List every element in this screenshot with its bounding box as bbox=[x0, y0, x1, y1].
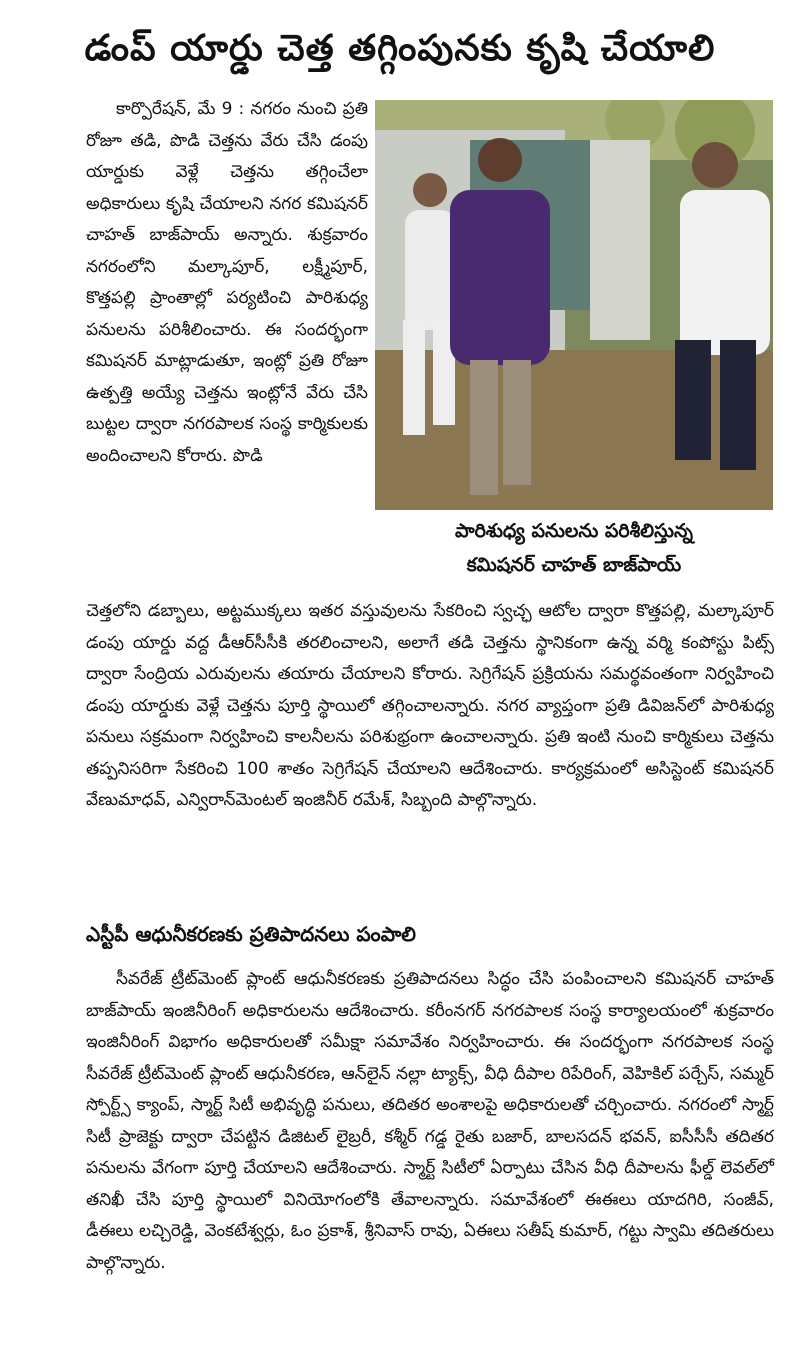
subheading: ఎస్టీపీ ఆధునీకరణకు ప్రతిపాదనలు పంపాలి bbox=[86, 922, 416, 946]
dateline: కార్పొరేషన్, మే 9 : bbox=[116, 99, 245, 119]
lead-text: నగరం నుంచి ప్రతి రోజూ తడి, పొడి చెత్తను వేరు చేసి డంపు యార్డుకు వెళ్లే చెత్తను తగ్గించేలా అధికారులు కృషి చేయాలని నగర కమిషనర్ చాహత్ బాజ్‌పాయ్ అన్నారు. శుక్రవారం నగరంలోని మల్కాపూర్, లక్ష్మీపూర్, కొత్తపల్లి ప్రాంతాల్లో పర్యటించి పారిశుధ్య పనులను పరిశీలించారు. ఈ సందర్భంగా కమిషనర్ మాట్లాడుతూ, ఇంట్లో ప్రతి రోజూ ఉత్పత్తి అయ్యే చెత్తను ఇంట్లోనే వేరు చేసి బుట్టల ద్వారా నగరపాలక సంస్థ కార్మికులకు అందించాలని కోరారు. పొడి bbox=[86, 99, 369, 466]
caption-line-1: పారిశుధ్య పనులను పరిశీలిస్తున్న bbox=[455, 520, 693, 542]
photo-icon bbox=[375, 100, 773, 510]
photo-caption bbox=[375, 514, 773, 582]
second-story-paragraph: సీవరేజ్ ట్రీట్‌మెంట్ ప్లాంట్ ఆధునీకరణకు ప్రతిపాదనలు సిద్ధం చేసి పంపించాలని కమిషనర్ చాహత్ బాజ్‌పాయ్ ఇంజినీరింగ్ అధికారులను ఆదేశించారు. కరీంనగర్ నగరపాలక సంస్థ కార్యాలయంలో శుక్రవారం ఇంజినీరింగ్ విభాగం అధికారులతో సమీక్షా సమావేశం నిర్వహించారు. ఈ సందర్భంగా నగరపాలక సంస్థ సీవరేజ్ ట్రీట్‌మెంట్ ప్లాంట్ ఆధునీకరణ, ఆన్‌లైన్ నల్లా ట్యాక్స్, వీధి దీపాల రిపేరింగ్, వెహికిల్ పర్చేస్, సమ్మర్ స్పోర్ట్స్ క్యాంప్, స్మార్ట్ సిటీ అభివృద్ధి పనులు, తదితర అంశాలపై అధికారులతో చర్చించారు. నగరంలో స్మార్ట్ సిటీ ప్రాజెక్టు ద్వారా చేపట్టిన డిజిటల్ లైబ్రరీ, కశ్మీర్ గడ్డ రైతు బజార్, బాలసదన్ భవన్, ఐసీసీసీ తదితర పనులను వేగంగా పూర్తి చేయాలని ఆదేశించారు. స్మార్ట్ సిటీలో ఏర్పాటు చేసిన వీధి దీపాలను ఫీల్డ్ లెవల్‌లో తనిఖీ చేసి పూర్తి స్థాయిలో వినియోగంలోకి తేవాలన్నారు. సమావేశంలో ఈఈలు యాదగిరి, సంజీవ్, డీఈలు లచ్చిరెడ్డి, వెంకటేశ్వర్లు, ఓం ప్రకాశ్, శ్రీనివాస్ రావు, ఏఈలు సతీష్ కుమార్, గట్టు స్వామి తదితరులు పాల్గొన్నారు. bbox=[86, 969, 774, 1273]
lead-paragraph bbox=[86, 94, 368, 472]
headline: డంప్ యార్డు చెత్త తగ్గింపునకు కృషి చేయాలి bbox=[84, 28, 716, 69]
caption-line-2: కమిషనర్ చాహత్ బాజ్‌పాయ్ bbox=[466, 554, 682, 576]
news-photo bbox=[375, 100, 773, 510]
body-paragraph: చెత్తలోని డబ్బాలు, అట్టముక్కలు ఇతర వస్తువులను సేకరించి స్వచ్ఛ ఆటోల ద్వారా కొత్తపల్లి, మల్కాపూర్ డంపు యార్డు వద్ద డీఆర్‌సీసీకి తరలించాలని, అలాగే తడి చెత్తను స్థానికంగా ఉన్న వర్మి కంపోస్టు పిట్స్ ద్వారా సేంద్రియ ఎరువులను తయారు చేయాలని కోరారు. సెగ్రిగేషన్ ప్రక్రియను సమర్థవంతంగా నిర్వహించి డంపు యార్డుకు వెళ్లే చెత్తను పూర్తి స్థాయిలో తగ్గించాలన్నారు. నగర వ్యాప్తంగా ప్రతి డివిజన్‌లో పారిశుధ్య పనులు సక్రమంగా నిర్వహించి కాలనీలను పరిశుభ్రంగా ఉంచాలన్నారు. ప్రతి ఇంటి నుంచి కార్మికులు చెత్తను తప్పనిసరిగా సేకరించి 100 శాతం సెగ్రిగేషన్ చేయాలని ఆదేశించారు. కార్యక్రమంలో అసిస్టెంట్ కమిషనర్ వేణుమాధవ్, ఎన్విరాన్‌మెంటల్ ఇంజినీర్ రమేశ్, సిబ్బంది పాల్గొన్నారు. bbox=[86, 601, 774, 810]
